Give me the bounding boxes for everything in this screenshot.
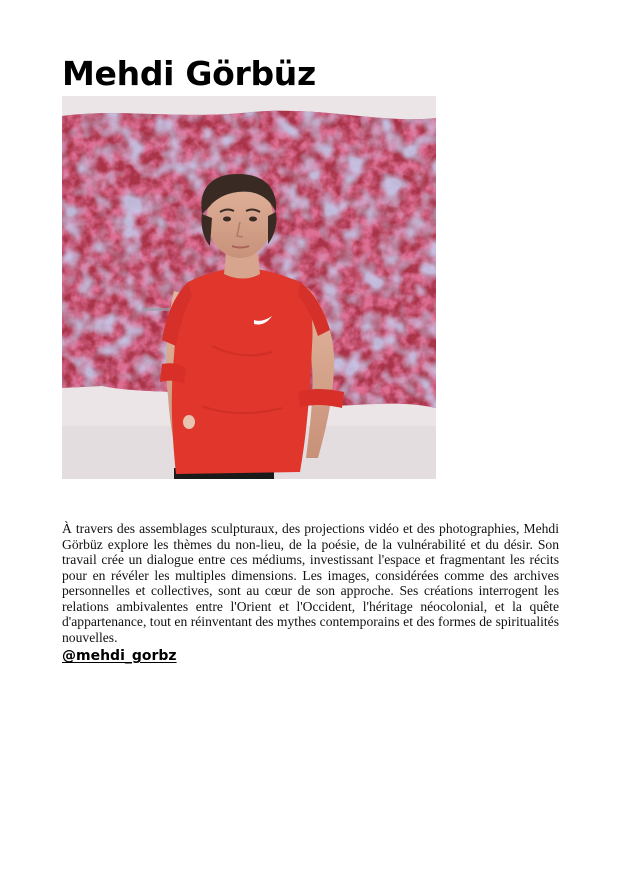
artist-biography: À travers des assemblages sculpturaux, des projections vidéo et des photographies, Mehdi Görbüz explore les thèmes du non-lieu, de la poésie, de la vulnérabilité et du désir. Son travail crée un dialogue entre ces médiums, investissant l'espace et fragmentant les récits pour en révéler les multiples dimensions. Les images, considérées comme des archives personnelles et collectives, sont au cœur de son approche. Ses créations interrogent les relations ambivalentes entre l'Orient et l'Occident, l'héritage néocolonial, et la quête d'appartenance, tout en réinventant des mythes contemporains et des formes de spiritualités nouvelles. xyxy=(62,521,559,645)
instagram-handle-link[interactable]: @mehdi_gorbz xyxy=(62,648,177,664)
artist-name-heading: Mehdi Görbüz xyxy=(62,54,316,93)
artist-portrait-photo xyxy=(62,96,436,479)
